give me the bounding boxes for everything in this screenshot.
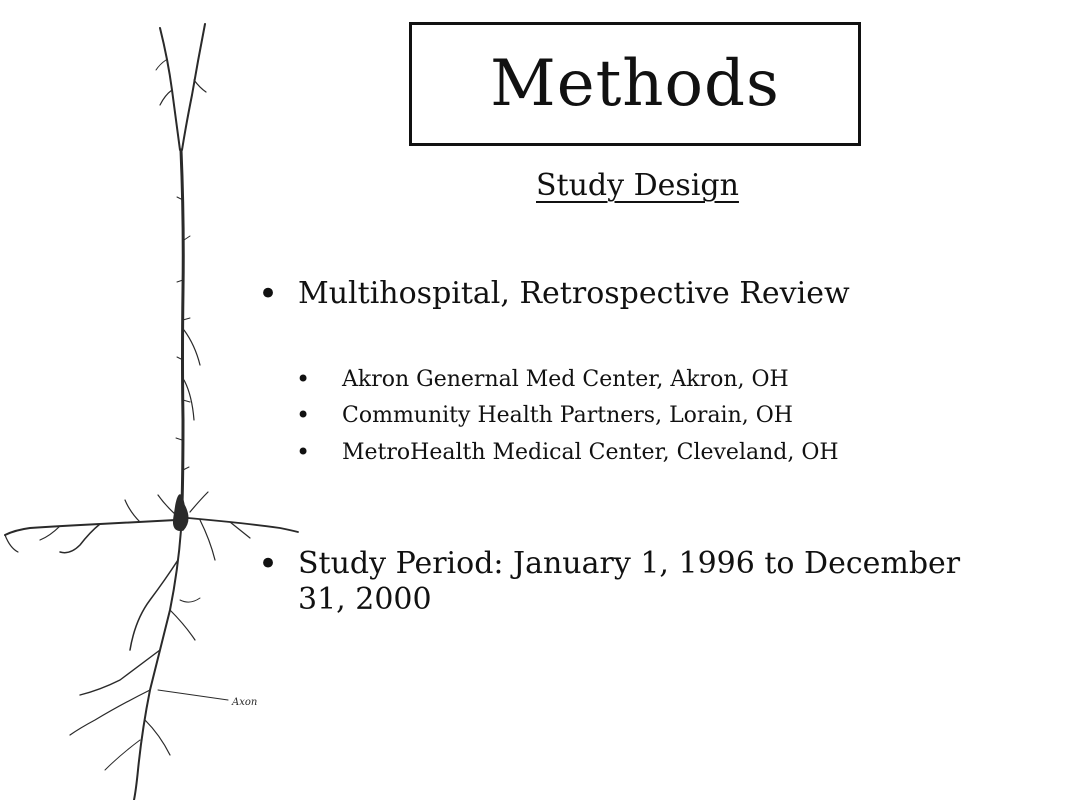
page-title: Methods bbox=[490, 47, 780, 121]
bullet-item bbox=[258, 276, 998, 312]
sub-bullet-text: Community Health Partners, Lorain, OH bbox=[342, 402, 793, 428]
bullet-icon: • bbox=[258, 274, 279, 314]
bullet-icon: • bbox=[258, 544, 279, 584]
sub-bullet-item bbox=[296, 401, 793, 429]
sub-bullet-text: Akron Genernal Med Center, Akron, OH bbox=[342, 366, 789, 392]
bullet-icon: • bbox=[296, 365, 311, 393]
section-subtitle: Study Design bbox=[536, 168, 739, 203]
bullet-text: Multihospital, Retrospective Review bbox=[298, 276, 850, 311]
sub-bullet-text: MetroHealth Medical Center, Cleveland, OH bbox=[342, 439, 839, 465]
neuron-illustration bbox=[0, 0, 300, 800]
axon-label: Axon bbox=[232, 697, 258, 708]
bullet-text: Study Period: January 1, 1996 to December 31, 2000 bbox=[298, 546, 961, 617]
bullet-item bbox=[258, 546, 998, 618]
bullet-icon: • bbox=[296, 438, 311, 466]
title-box bbox=[409, 22, 861, 146]
sub-bullet-item bbox=[296, 438, 839, 466]
sub-bullet-item bbox=[296, 365, 789, 393]
bullet-icon: • bbox=[296, 401, 311, 429]
